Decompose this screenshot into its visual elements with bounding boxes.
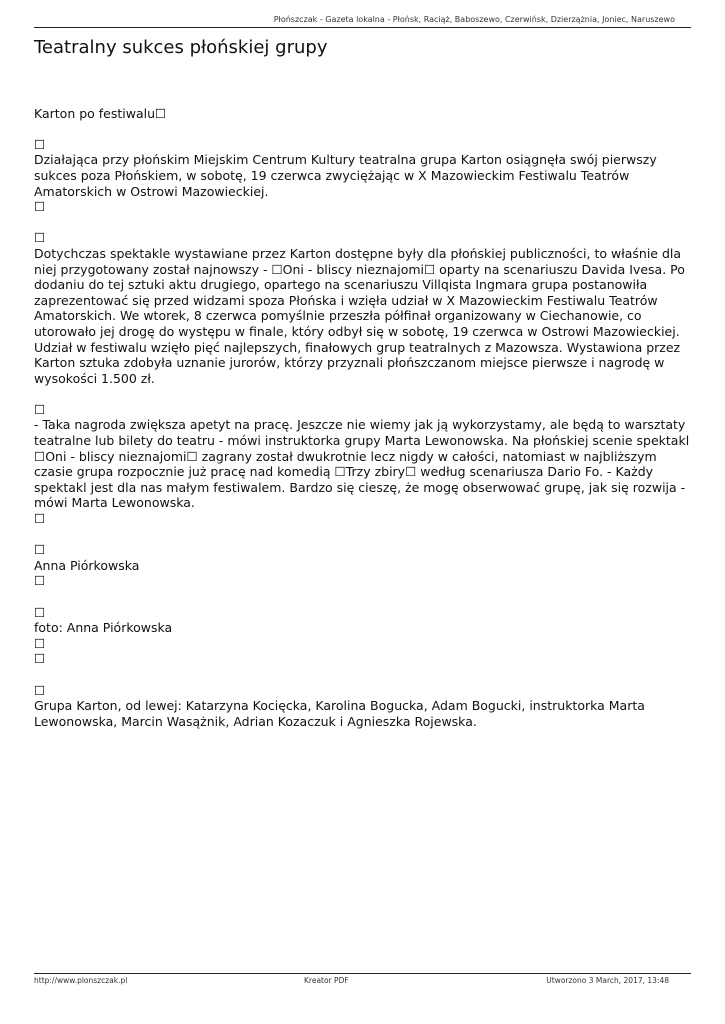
body-line: Karton po festiwalu☐ [34, 105, 167, 121]
body-line: - Taka nagroda zwiększa apetyt na pracę. Jeszcze nie wiemy jak ją wykorzystamy, ale będą to warsztaty [34, 417, 686, 433]
body-line: mówi Marta Lewonowska. [34, 495, 195, 511]
article-body [34, 90, 694, 729]
blank-line [34, 90, 694, 106]
body-line: czasie grupa rozpocznie już pracę nad komedią ☐Trzy zbiry☐ według scenariusza Dario Fo. - Każdy [34, 464, 654, 480]
header-divider [34, 27, 691, 28]
body-line: Anna Piórkowska [34, 557, 140, 573]
body-line: ☐ [34, 199, 46, 215]
body-line: ☐ [34, 604, 46, 620]
body-line: ☐ [34, 542, 46, 558]
blank-line [34, 386, 694, 402]
body-line: utorowało jej drogę do występu w finale, który odbył się w sobotę, 19 czerwca w Ostrowi Mazowieckiej. [34, 323, 680, 339]
body-line: Amatorskich. We wtorek, 8 czerwca pomyślnie przeszła półfinał organizowany w Ciechanowie, co [34, 308, 642, 324]
body-line: Dotychczas spektakle wystawiane przez Karton dostępne były dla płońskiej publiczności, to właśnie dla [34, 245, 682, 261]
footer-created-date: Utworzono 3 March, 2017, 13:48 [546, 976, 669, 985]
body-line: teatralne lub bilety do teatru - mówi instruktorka grupy Marta Lewonowska. Na płońskiej scenie spektakl [34, 433, 690, 449]
body-line: Amatorskich w Ostrowi Mazowieckiej. [34, 183, 269, 199]
body-line: ☐Oni - bliscy nieznajomi☐ zagrany został dwukrotnie lecz nigdy w całości, natomiast w najbliższym [34, 448, 657, 464]
blank-line [34, 121, 694, 137]
footer-url: http://www.plonszczak.pl [34, 976, 128, 985]
body-line: Działająca przy płońskim Miejskim Centrum Kultury teatralna grupa Karton osiągnęła swój pierwszy [34, 152, 657, 168]
body-line: foto: Anna Piórkowska [34, 620, 173, 636]
body-line: ☐ [34, 682, 46, 698]
blank-line [34, 527, 694, 543]
body-line: ☐ [34, 136, 46, 152]
body-line: niej przygotowany został najnowszy - ☐Oni - bliscy nieznajomi☐ oparty na scenariuszu Davida Ivesa. Po [34, 261, 685, 277]
page-header: Płońszczak - Gazeta lokalna - Płońsk, Raciąż, Baboszewo, Czerwińsk, Dzierzążnia, Joniec, Naruszewo [273, 15, 675, 24]
body-line: ☐ [34, 511, 46, 527]
blank-line [34, 589, 694, 605]
article-title: Teatralny sukces płońskiej grupy [34, 37, 328, 58]
footer-generator: Kreator PDF [304, 976, 349, 985]
footer-divider [34, 973, 691, 974]
blank-line [34, 215, 694, 231]
body-line: ☐ [34, 635, 46, 651]
body-line: wysokości 1.500 zł. [34, 370, 155, 386]
body-line: ☐ [34, 230, 46, 246]
body-line: Lewonowska, Marcin Wasążnik, Adrian Kozaczuk i Agnieszka Rojewska. [34, 713, 477, 729]
body-line: Grupa Karton, od lewej: Katarzyna Kocięcka, Karolina Bogucka, Adam Bogucki, instruktorka Marta [34, 698, 645, 714]
body-line: zaprezentować się przed widzami spoza Płońska i wzięła udział w X Mazowieckim Festiwalu Teatrów [34, 292, 658, 308]
body-line: ☐ [34, 573, 46, 589]
blank-line [34, 667, 694, 683]
body-line: ☐ [34, 651, 46, 667]
body-line: ☐ [34, 401, 46, 417]
body-line: Udział w festiwalu wzięło pięć najlepszych, finałowych grup teatralnych z Mazowsza. Wystawiona przez [34, 339, 681, 355]
body-line: sukces poza Płońskiem, w sobotę, 19 czerwca zwyciężając w X Mazowieckim Festiwalu Teatrów [34, 167, 630, 183]
body-line: spektakl jest dla nas małym festiwalem. Bardzo się cieszę, że mogę obserwować grupę, jak się rozwija - [34, 479, 686, 495]
body-line: Karton sztuka zdobyła uznanie jurorów, którzy przyznali płońszczanom miejsce pierwsze i nagrodę w [34, 355, 665, 371]
body-line: dodaniu do tej sztuki aktu drugiego, opartego na scenariuszu Villqista Ingmara grupa postanowiła [34, 277, 648, 293]
